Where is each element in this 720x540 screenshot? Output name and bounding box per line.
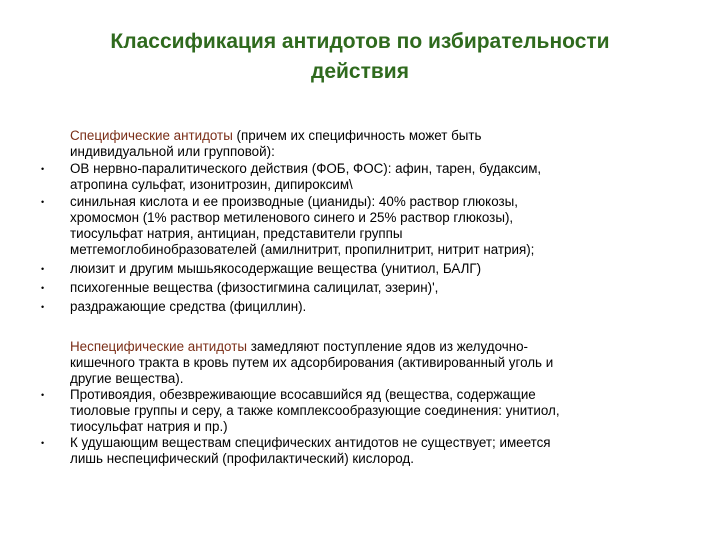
- nonspecific-lead-line-3: другие вещества).: [70, 371, 184, 386]
- nonspecific-item-1-line-3: тиосульфат натрия и пр.): [70, 419, 228, 434]
- specific-item-3: люизит и другим мышьякосодержащие вещества (унитиол, БАЛГ): [70, 261, 482, 276]
- title-line-2: действия: [311, 60, 409, 83]
- bullet-icon: •: [41, 264, 45, 274]
- bullet-icon: •: [41, 438, 45, 448]
- specific-item-2-line-2: хромосмон (1% раствор метиленового синего и 25% раствор глюкозы),: [70, 210, 514, 225]
- bullet-icon: •: [41, 197, 45, 207]
- bullet-icon: •: [41, 390, 45, 400]
- title-line-1: Классификация антидотов по избирательности: [110, 30, 610, 53]
- nonspecific-lead-line-1: [70, 339, 710, 354]
- nonspecific-lead-line-2: кишечного тракта в кровь путем их адсорбирования (активированный уголь и: [70, 355, 554, 370]
- specific-item-1-line-2: атропина сульфат, изонитрозин, дипироксим\: [70, 177, 353, 192]
- nonspecific-antidotes-highlight: Неспецифические антидоты: [70, 339, 247, 354]
- specific-lead-rest: (причем их специфичность может быть: [232, 128, 482, 143]
- specific-item-2-line-1: синильная кислота и ее производные (цианиды): 40% раствор глюкозы,: [70, 194, 518, 209]
- specific-lead-line-1: [70, 128, 710, 143]
- nonspecific-item-1-line-1: Противоядия, обезвреживающие всосавшийся яд (вещества, содержащие: [70, 387, 536, 402]
- bullet-icon: •: [41, 302, 45, 312]
- specific-item-5: раздражающие средства (фициллин).: [70, 299, 307, 314]
- bullet-icon: •: [41, 164, 45, 174]
- nonspecific-item-2-line-1: К удушающим веществам специфических антидотов не существует; имеется: [70, 435, 551, 450]
- nonspecific-item-2-line-2: лишь неспецифический (профилактический) кислород.: [70, 451, 414, 466]
- specific-antidotes-highlight: Специфические антидоты: [70, 128, 233, 143]
- specific-item-1-line-1: ОВ нервно-паралитического действия (ФОБ, ФОС): афин, тарен, будаксим,: [70, 161, 542, 176]
- nonspecific-item-1-line-2: тиоловые группы и серу, а также комплексообразующие соединения: унитиол,: [70, 403, 560, 418]
- bullet-icon: •: [41, 283, 45, 293]
- specific-item-2-line-4: метгемоглобинобразователей (амилнитрит, пропилнитрит, нитрит натрия);: [70, 242, 535, 257]
- specific-lead-line-2: индивидуальной или групповой):: [70, 144, 275, 159]
- nonspecific-lead-rest: замедляют поступление ядов из желудочно-: [246, 339, 528, 354]
- specific-item-4: психогенные вещества (физостигмина салицилат, эзерин)',: [70, 280, 439, 295]
- specific-item-2-line-3: тиосульфат натрия, антициан, представители группы: [70, 226, 403, 241]
